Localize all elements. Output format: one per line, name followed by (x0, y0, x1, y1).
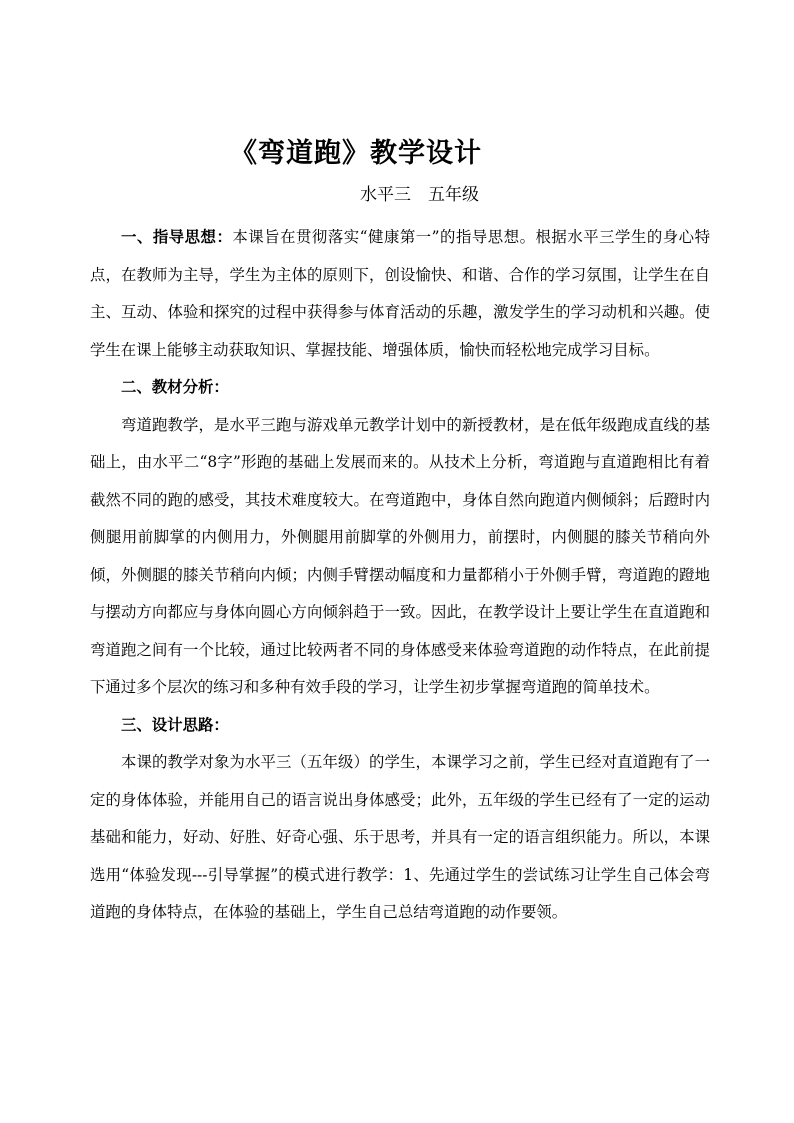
document-body (90, 219, 710, 932)
section-text-material-analysis: 弯道跑教学，是水平三跑与游戏单元教学计划中的新授教材，是在低年级跑成直线的基础上，由水平二“8字”形跑的基础上发展而来的。从技术上分析，弯道跑与直道跑相比有着截然不同的跑的感受，其技术难度较大。在弯道跑中，身体自然向跑道内侧倾斜；后蹬时内侧腿用前脚掌的内侧用力，外侧腿用前脚掌的外侧用力，前摆时，内侧腿的膝关节稍向外倾，外侧腿的膝关节稍向内倾；内侧手臂摆动幅度和力量都稍小于外侧手臂，弯道跑的蹬地与摆动方向都应与身体向圆心方向倾斜趋于一致。因此，在教学设计上要让学生在直道跑和弯道跑之间有一个比较，通过比较两者不同的身体感受来体验弯道跑的动作特点，在此前提下通过多个层次的练习和多种有效手段的学习，让学生初步掌握弯道跑的简单技术。 (90, 415, 710, 696)
section-text-design-ideas: 本课的教学对象为水平三（五年级）的学生，本课学习之前，学生已经对直道跑有了一定的身体体验，并能用自己的语言说出身体感受；此外，五年级的学生已经有了一定的运动基础和能力，好动、好胜、好奇心强、乐于思考，并具有一定的语言组织能力。所以，本课选用“体验发现---引导掌握”的模式进行教学：1、先通过学生的尝试练习让学生自己体会弯道跑的身体特点，在体验的基础上，学生自己总结弯道跑的动作要领。 (90, 753, 710, 921)
section-guiding-ideology (90, 219, 710, 369)
section-heading-material-analysis: 二、教材分析： (121, 378, 229, 396)
section-heading-guiding-ideology: 一、指导思想： (121, 228, 233, 246)
document-subtitle: 水平三 五年级 (360, 185, 479, 205)
document-title: 《弯道跑》教学设计 (230, 138, 482, 169)
section-text-guiding-ideology: 本课旨在贯彻落实“健康第一”的指导思想。根据水平三学生的身心特点，在教师为主导，学生为主体的原则下，创设愉快、和谐、合作的学习氛围，让学生在自主、互动、体验和探究的过程中获得参与体育活动的乐趣，激发学生的学习动机和兴趣。使学生在课上能够主动获取知识、掌握技能、增强体质，愉快而轻松地完成学习目标。 (90, 228, 710, 359)
section-heading-design-ideas: 三、设计思路： (121, 715, 229, 734)
